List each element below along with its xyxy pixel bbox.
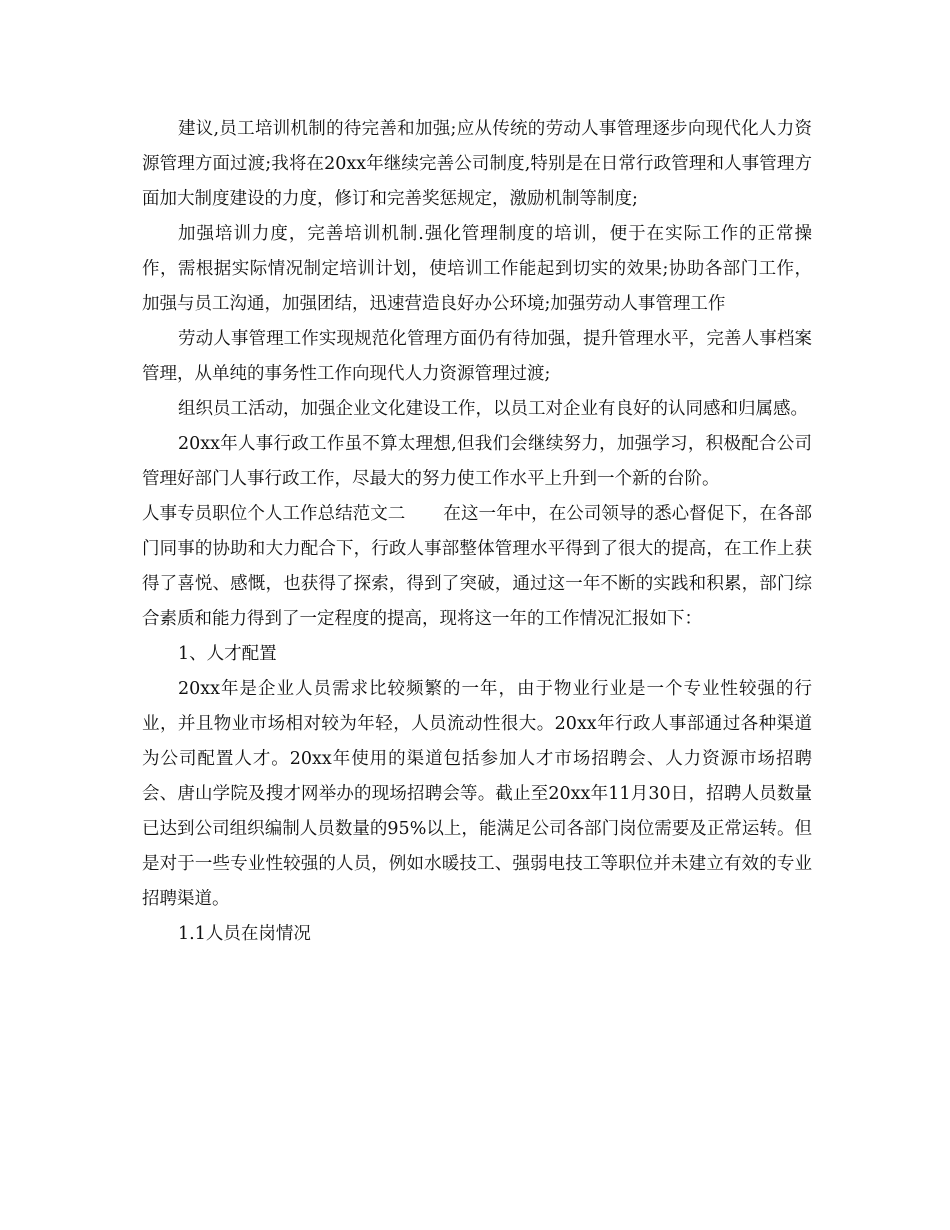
subheading-staff-on-duty: 1.1人员在岗情况 bbox=[178, 924, 311, 944]
paragraph-employee-activities: 组织员工活动，加强企业文化建设工作，以员工对企业有良好的认同感和归属感。 bbox=[178, 399, 808, 419]
subheading-talent-allocation: 1、人才配置 bbox=[178, 644, 277, 664]
paragraph-year-summary: 20xx年人事行政工作虽不算太理想,但我们会继续努力，加强学习，积极配合公司管理好部门人事行政工作，尽最大的努力使工作水平上升到一个新的台阶。 bbox=[142, 434, 812, 489]
paragraph-labor-management: 劳动人事管理工作实现规范化管理方面仍有待加强，提升管理水平，完善人事档案管理，从单纯的事务性工作向现代人力资源管理过渡; bbox=[142, 329, 812, 384]
section-two bbox=[142, 497, 812, 637]
section-heading: 人事专员职位个人工作总结范文二 bbox=[142, 504, 406, 524]
paragraph-strengthen-training: 加强培训力度，完善培训机制.强化管理制度的培训，便于在实际工作的正常操作，需根据实际情况制定培训计划，使培训工作能起到切实的效果;协助各部门工作，加强与员工沟通，加强团结，迅速营造良好办公环境;加强劳动人事管理工作 bbox=[142, 224, 812, 314]
section-intro: 在这一年中，在公司领导的悉心督促下，在各部门同事的协助和大力配合下，行政人事部整体管理水平得到了很大的提高，在工作上获得了喜悦、感慨，也获得了探索，得到了突破，通过这一年不断的实践和积累，部门综合素质和能力得到了一定程度的提高，现将这一年的工作情况汇报如下： bbox=[142, 504, 813, 629]
document-body bbox=[142, 112, 812, 952]
paragraph-training-mechanism: 建议,员工培训机制的待完善和加强;应从传统的劳动人事管理逐步向现代化人力资源管理方面过渡;我将在20xx年继续完善公司制度,特别是在日常行政管理和人事管理方面加大制度建设的力度，修订和完善奖惩规定，激励机制等制度; bbox=[142, 119, 812, 209]
paragraph-talent-allocation: 20xx年是企业人员需求比较频繁的一年，由于物业行业是一个专业性较强的行业，并且物业市场相对较为年轻，人员流动性很大。20xx年行政人事部通过各种渠道为公司配置人才。20xx年使用的渠道包括参加人才市场招聘会、人力资源市场招聘会、唐山学院及搜才网举办的现场招聘会等。截止至20xx年11月30日，招聘人员数量已达到公司组织编制人员数量的95%以上，能满足公司各部门岗位需要及正常运转。但是对于一些专业性较强的人员，例如水暖技工、强弱电技工等职位并未建立有效的专业招聘渠道。 bbox=[142, 679, 812, 909]
